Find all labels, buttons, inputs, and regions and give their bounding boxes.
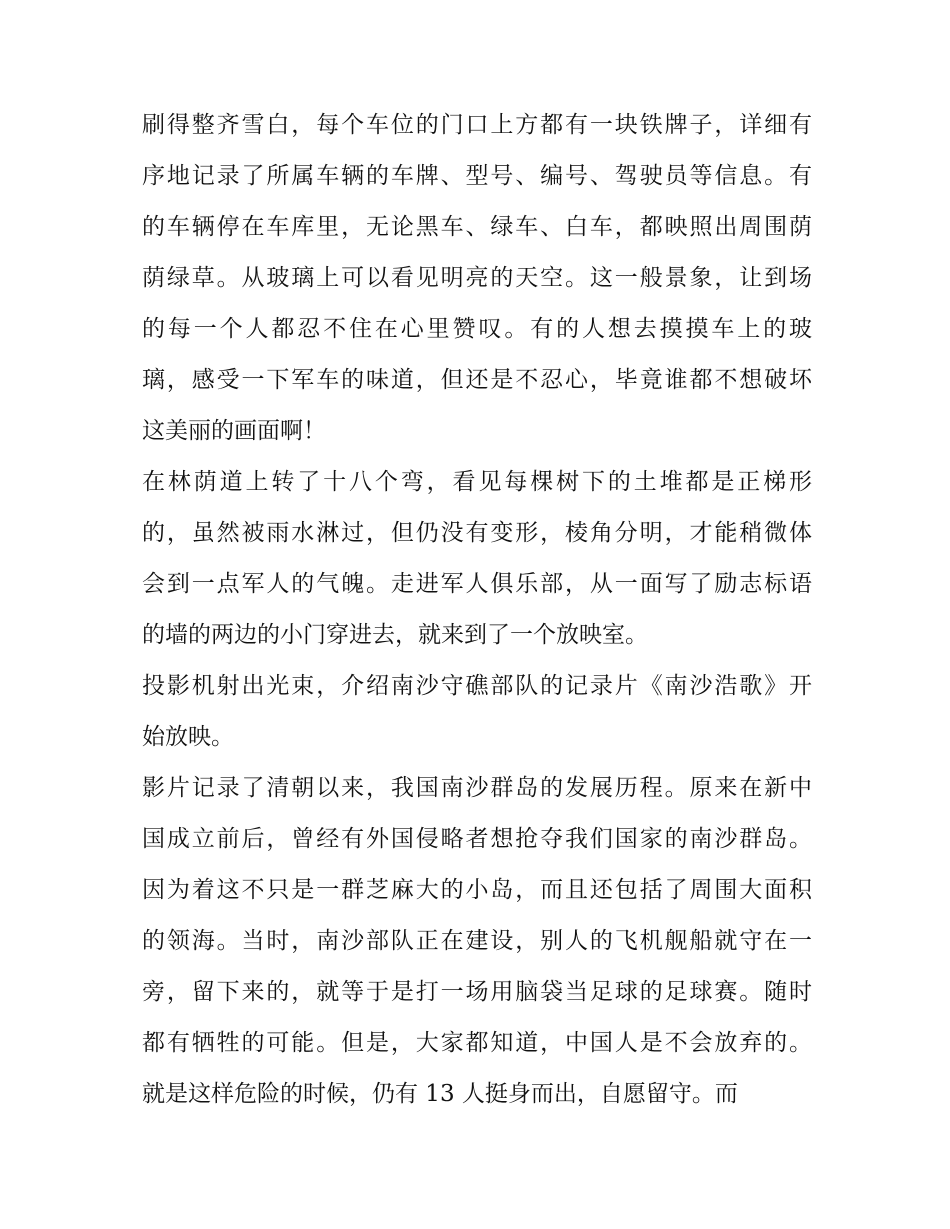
- text-line-20: 就是这样危险的时候，仍有 13 人挺身而出，自愿留守。而: [142, 1081, 738, 1107]
- text-line-13: 始放映。: [142, 724, 234, 750]
- text-line-4: 荫绿草。从玻璃上可以看见明亮的天空。这一般景象，让到场: [142, 265, 812, 291]
- text-line-17: 的领海。当时，南沙部队正在建设，别人的飞机舰船就守在一: [142, 928, 812, 954]
- text-line-1: 刷得整齐雪白，每个车位的门口上方都有一块铁牌子，详细有: [142, 112, 812, 138]
- text-line-2: 序地记录了所属车辆的车牌、型号、编号、驾驶员等信息。有: [142, 163, 812, 189]
- text-line-15: 国成立前后，曾经有外国侵略者想抢夺我们国家的南沙群岛。: [142, 826, 812, 852]
- document-page: [142, 100, 812, 1120]
- text-line-3: 的车辆停在车库里，无论黑车、绿车、白车，都映照出周围荫: [142, 214, 812, 240]
- text-line-14: 影片记录了清朝以来，我国南沙群岛的发展历程。原来在新中: [142, 775, 812, 801]
- text-line-5: 的每一个人都忍不住在心里赞叹。有的人想去摸摸车上的玻: [142, 316, 812, 342]
- text-line-11: 的墙的两边的小门穿进去，就来到了一个放映室。: [142, 622, 648, 648]
- text-line-9: 的，虽然被雨水淋过，但仍没有变形，棱角分明，才能稍微体: [142, 520, 812, 546]
- text-line-12: 投影机射出光束，介绍南沙守礁部队的记录片《南沙浩歌》开: [142, 673, 812, 699]
- text-line-10: 会到一点军人的气魄。走进军人俱乐部，从一面写了励志标语: [142, 571, 812, 597]
- text-line-18: 旁，留下来的，就等于是打一场用脑袋当足球的足球赛。随时: [142, 979, 812, 1005]
- text-line-16: 因为着这不只是一群芝麻大的小岛，而且还包括了周围大面积: [142, 877, 812, 903]
- text-line-6: 璃，感受一下军车的味道，但还是不忍心，毕竟谁都不想破坏: [142, 367, 812, 393]
- text-line-19: 都有牺牲的可能。但是，大家都知道，中国人是不会放弃的。: [142, 1030, 812, 1056]
- text-line-8: 在林荫道上转了十八个弯，看见每棵树下的土堆都是正梯形: [142, 469, 812, 495]
- text-line-7: 这美丽的画面啊！: [142, 418, 326, 444]
